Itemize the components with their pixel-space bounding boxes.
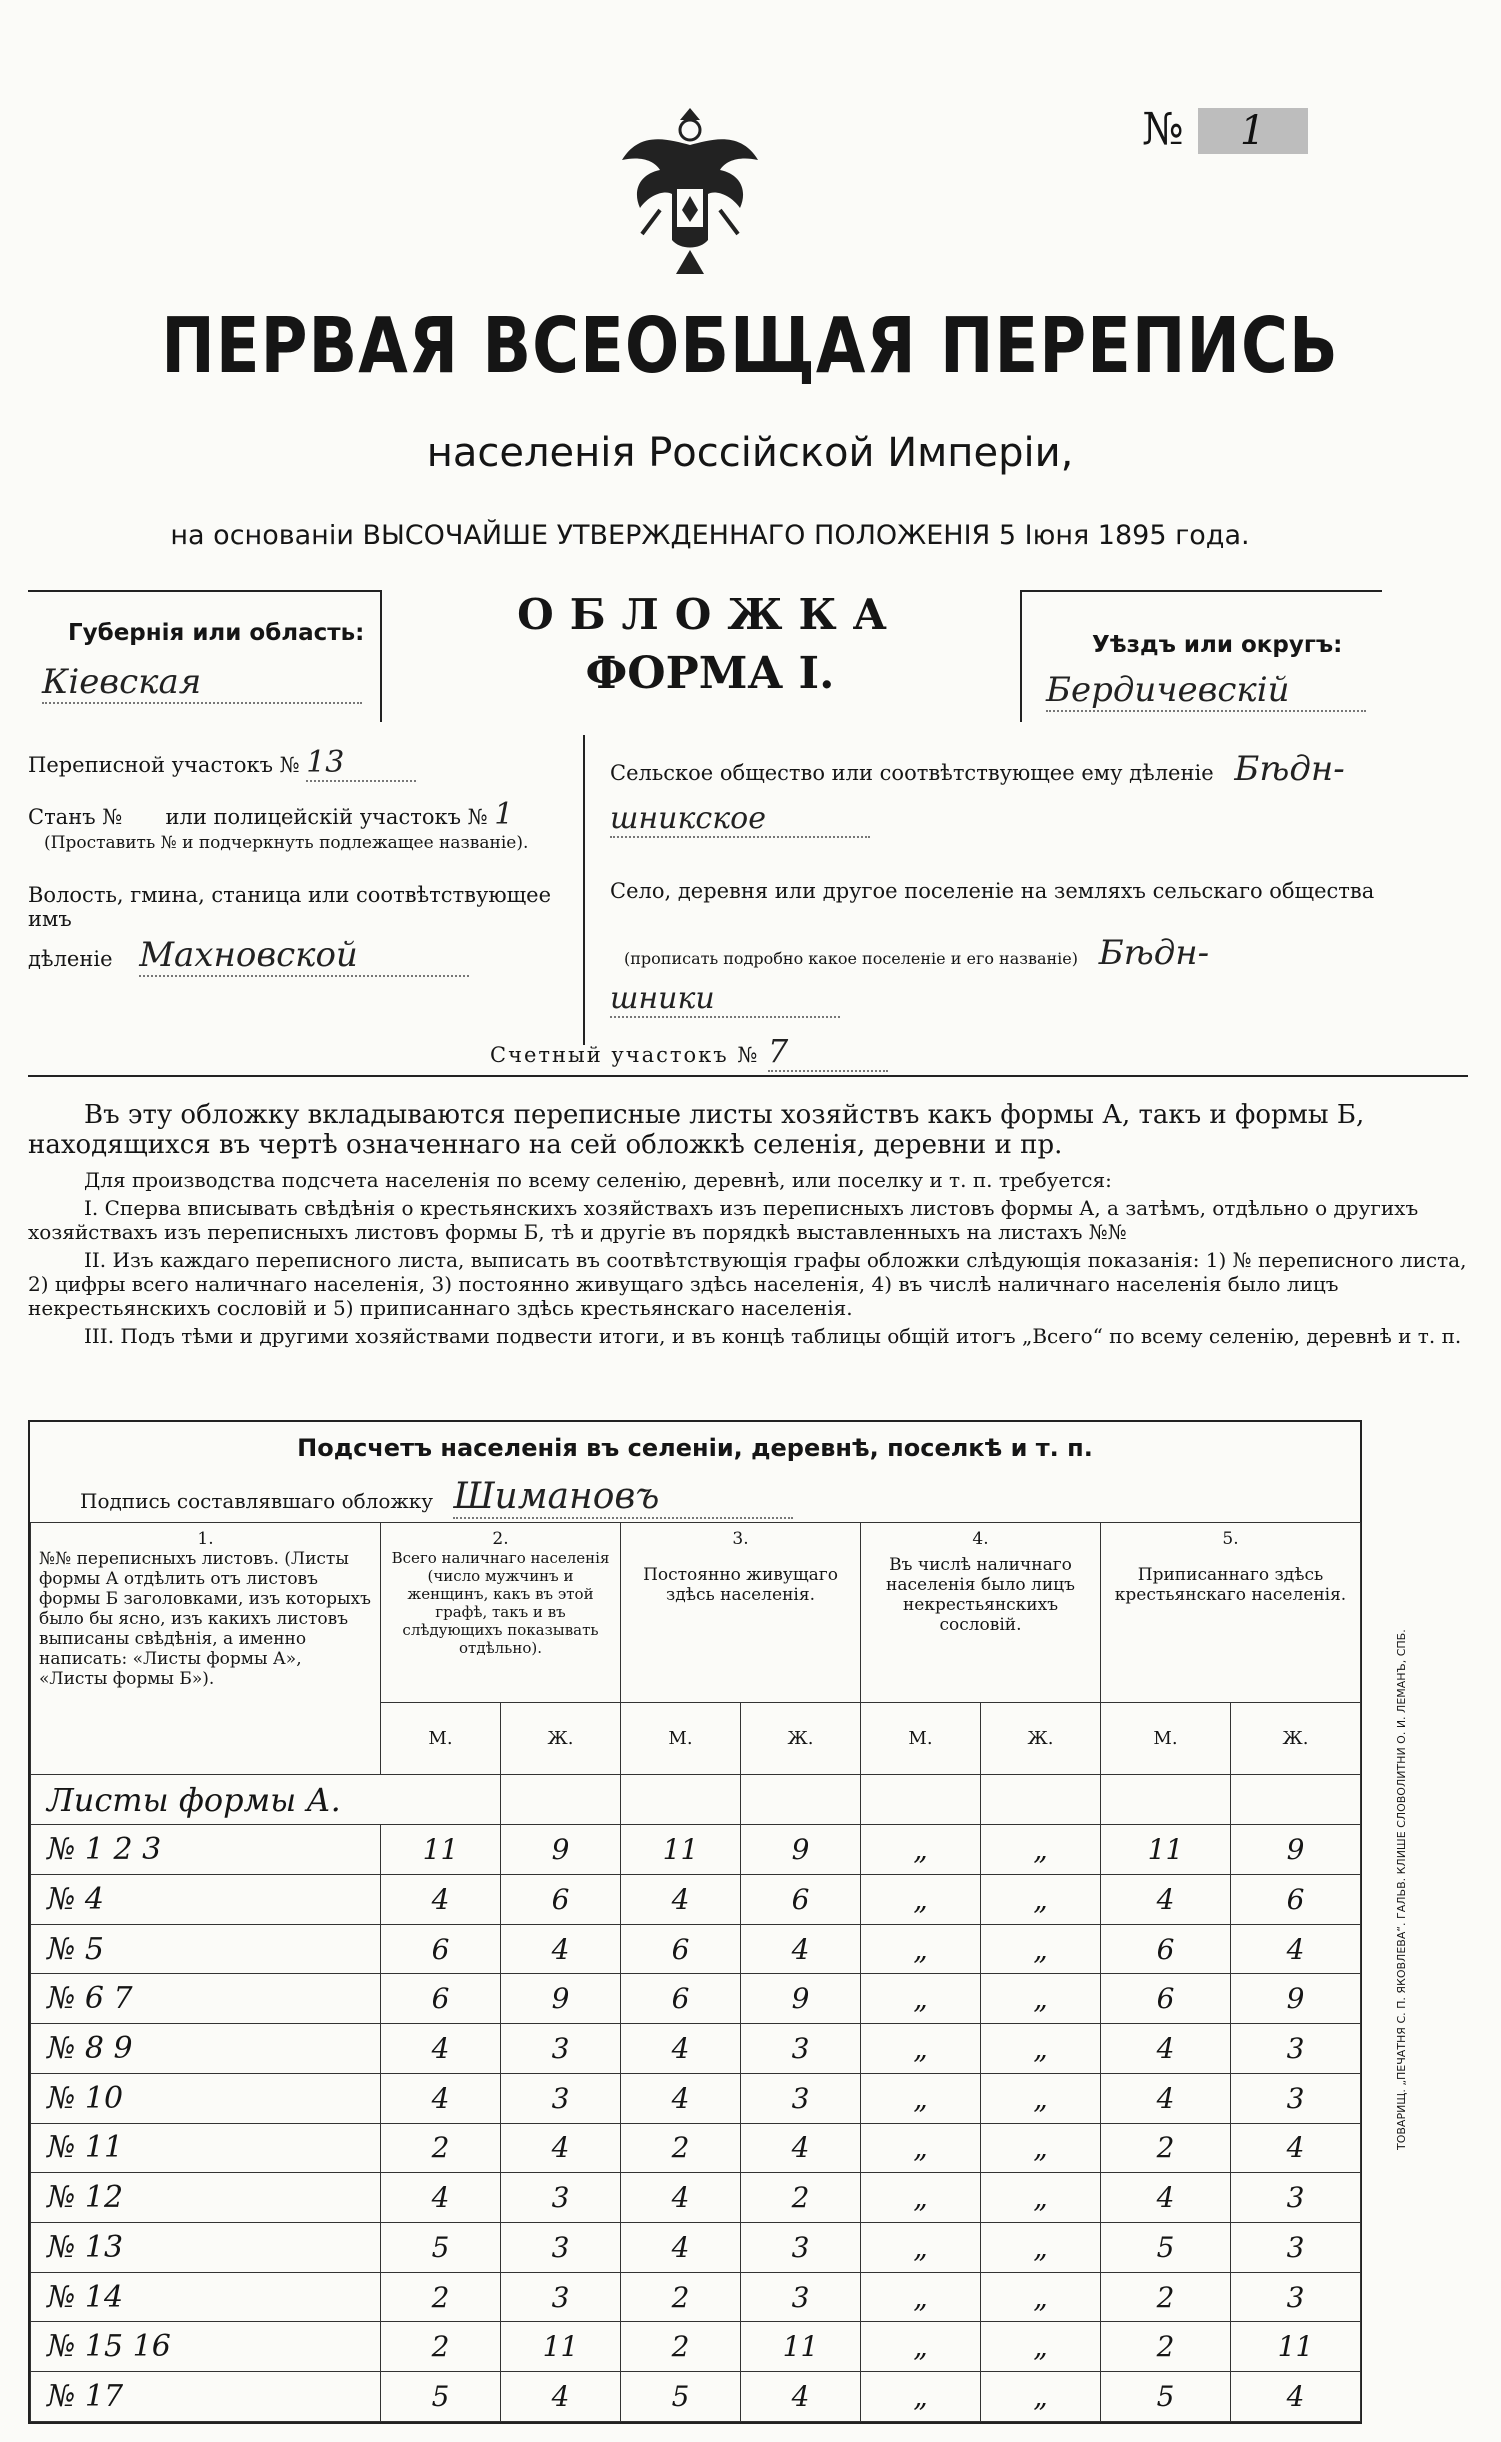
cell-c4z: „	[981, 2123, 1101, 2173]
cell-c4m: „	[861, 2272, 981, 2322]
cell-c3m: 5	[621, 2372, 741, 2422]
sheet-number: № 10	[31, 2073, 381, 2123]
cell-c2m: 6	[381, 1974, 501, 2024]
cell-c4z: „	[981, 2222, 1101, 2272]
table-row	[31, 2123, 1361, 2173]
schetny-row	[490, 1032, 950, 1072]
cell-c2m: 2	[381, 2272, 501, 2322]
cell-c4z: „	[981, 2322, 1101, 2372]
number-value: 1	[1198, 108, 1308, 154]
table-row	[31, 1974, 1361, 2024]
volost-value: Махновской	[139, 935, 469, 977]
sheet-number: № 6 7	[31, 1974, 381, 2024]
col3-text: Постоянно живущаго здѣсь населенія.	[643, 1565, 838, 1605]
table-row	[31, 2372, 1361, 2422]
instruction-p3: I. Сперва вписывать свѣдѣнія о крестьянскихъ хозяйствахъ изъ переписныхъ листовъ формы А, а затѣмъ, отдѣльно о другихъ хозяйствахъ изъ переписныхъ листовъ формы Б, тѣ и другіе въ порядкѣ выставленныхъ на листахъ №№	[28, 1196, 1419, 1244]
cell-c2m: 4	[381, 1874, 501, 1924]
cell-c5m: 4	[1101, 2173, 1231, 2223]
col5-text: Приписаннаго здѣсь крестьянскаго населенія.	[1114, 1565, 1347, 1605]
cell-c2z: 9	[501, 1974, 621, 2024]
cell-c5m: 4	[1101, 2073, 1231, 2123]
instruction-p4: II. Изъ каждаго переписного листа, выписать въ соотвѣтствующія графы обложки слѣдующія показанія: 1) № переписного листа, 2) цифры всего наличнаго населенія, 3) постоянно живущаго здѣсь населенія, 4) въ числѣ наличнаго населенія было лицъ некрестьянскихъ сословій и 5) приписаннаго здѣсь крестьянскаго населенія.	[28, 1248, 1467, 1320]
cell-c4z: „	[981, 1825, 1101, 1875]
cell-c5z: 3	[1231, 2073, 1361, 2123]
cell-c5m: 11	[1101, 1825, 1231, 1875]
col4-header: 4. Въ числѣ наличнаго населенія было лицъ некрестьянскихъ сословій.	[861, 1523, 1101, 1703]
delenie-row	[28, 935, 568, 977]
col2-m: М.	[381, 1702, 501, 1775]
stan-value: 1	[494, 797, 514, 832]
cell-c5z: 3	[1231, 2272, 1361, 2322]
cell-c2m: 6	[381, 1924, 501, 1974]
cell-c5m: 6	[1101, 1924, 1231, 1974]
cell-c3z: 2	[741, 2173, 861, 2223]
cell-c2z: 4	[501, 2123, 621, 2173]
cell-c4z: „	[981, 2173, 1101, 2223]
cell-c2m: 2	[381, 2322, 501, 2372]
col5-zh: Ж.	[1231, 1702, 1361, 1775]
cell-c4m: „	[861, 2024, 981, 2074]
cell-c5m: 2	[1101, 2272, 1231, 2322]
selo-value-1: Бѣдн-	[1098, 933, 1210, 973]
cell-c3m: 6	[621, 1924, 741, 1974]
gubernia-value: Кіевская	[42, 662, 362, 704]
sheet-number: № 11	[31, 2123, 381, 2173]
cell-c3z: 3	[741, 2073, 861, 2123]
cell-c2z: 3	[501, 2222, 621, 2272]
page-subtitle: населенія Россійской Имперіи,	[426, 430, 1074, 476]
table-row	[31, 2173, 1361, 2223]
cell-c5z: 3	[1231, 2173, 1361, 2223]
cell-c3z: 4	[741, 1924, 861, 1974]
col3-zh: Ж.	[741, 1702, 861, 1775]
cell-c4m: „	[861, 2372, 981, 2422]
col5-header: 5. Приписаннаго здѣсь крестьянскаго населенія.	[1101, 1523, 1361, 1703]
table-grid-wrap	[30, 1522, 1360, 2422]
cover-title: ОБЛОЖКА	[517, 590, 903, 639]
cell-c5m: 4	[1101, 2024, 1231, 2074]
sheet-number: № 8 9	[31, 2024, 381, 2074]
left-fields	[28, 735, 585, 1045]
table-row	[31, 2272, 1361, 2322]
cell-c3m: 4	[621, 2073, 741, 2123]
cell-c2z: 6	[501, 1874, 621, 1924]
cell-c5m: 5	[1101, 2222, 1231, 2272]
basis-line: на основаніи ВЫСОЧАЙШЕ УТВЕРЖДЕННАГО ПОЛОЖЕНІЯ 5 Іюня 1895 года.	[170, 520, 1250, 551]
volost-label: Волость, гмина, станица или соотвѣтствующее имъ	[28, 883, 552, 931]
sheet-number: № 4	[31, 1874, 381, 1924]
cell-c5m: 2	[1101, 2322, 1231, 2372]
schetny-divider	[28, 1075, 1468, 1077]
col1-text: №№ переписныхъ листовъ. (Листы формы А отдѣлить отъ листовъ формы Б заголовками, изъ которыхъ было бы ясно, изъ какихъ листовъ выписаны свѣдѣнія, а именно написать: «Листы формы А», «Листы формы Б»).	[39, 1549, 371, 1689]
number-label: №	[1142, 104, 1184, 155]
table-row	[31, 1874, 1361, 1924]
obshchestvo-row	[610, 749, 1490, 789]
cell-c2z: 3	[501, 2272, 621, 2322]
stan-label: Станъ №	[28, 805, 123, 829]
cell-c4z: „	[981, 1874, 1101, 1924]
obshchestvo-value-2: шникское	[610, 801, 870, 838]
uchastok-row	[28, 745, 548, 782]
col4-m: М.	[861, 1702, 981, 1775]
stan-row	[28, 797, 588, 832]
cell-c2z: 4	[501, 1924, 621, 1974]
cell-c4z: „	[981, 1924, 1101, 1974]
cell-c5z: 11	[1231, 2322, 1361, 2372]
imperial-eagle-crest-icon	[610, 90, 770, 294]
cell-c5z: 4	[1231, 1924, 1361, 1974]
cell-c5z: 9	[1231, 1974, 1361, 2024]
cell-c4m: „	[861, 2123, 981, 2173]
col4-zh: Ж.	[981, 1702, 1101, 1775]
cell-c4z: „	[981, 1974, 1101, 2024]
cell-c2z: 9	[501, 1825, 621, 1875]
section-row	[31, 1775, 1361, 1825]
cell-c3z: 4	[741, 2372, 861, 2422]
instruction-p2: Для производства подсчета населенія по всему селенію, деревнѣ, или поселку и т. п. требуется:	[84, 1168, 1112, 1192]
table-row	[31, 1924, 1361, 1974]
cell-c4m: „	[861, 2222, 981, 2272]
col3-header: 3. Постоянно живущаго здѣсь населенія.	[621, 1523, 861, 1703]
cell-c5z: 6	[1231, 1874, 1361, 1924]
uchastok-label: Переписной участокъ №	[28, 753, 300, 777]
col2-text: Всего наличнаго населенія (число мужчинъ и женщинъ, какъ въ этой графѣ, такъ и въ слѣдующихъ показывать отдѣльно).	[391, 1549, 610, 1657]
cell-c4z: „	[981, 2272, 1101, 2322]
cell-c5m: 4	[1101, 1874, 1231, 1924]
cell-c4z: „	[981, 2024, 1101, 2074]
uezd-label: Уѣздъ или округъ:	[1092, 632, 1343, 658]
cell-c4m: „	[861, 1874, 981, 1924]
cell-c3z: 9	[741, 1974, 861, 2024]
cell-c5z: 4	[1231, 2123, 1361, 2173]
cell-c2m: 5	[381, 2222, 501, 2272]
cell-c4m: „	[861, 2073, 981, 2123]
col1-header: 1. №№ переписныхъ листовъ. (Листы формы А отдѣлить отъ листовъ формы Б заголовками, изъ которыхъ было бы ясно, изъ какихъ листовъ выписаны свѣдѣнія, а именно написать: «Листы формы А», «Листы формы Б»).	[31, 1523, 381, 1775]
signature-label: Подпись составлявшаго обложку	[80, 1489, 434, 1513]
cell-c2z: 11	[501, 2322, 621, 2372]
table-row	[31, 2073, 1361, 2123]
uezd-box	[1020, 590, 1382, 722]
table-row	[31, 1825, 1361, 1875]
table-row	[31, 2322, 1361, 2372]
table-row	[31, 2024, 1361, 2074]
cell-c3z: 6	[741, 1874, 861, 1924]
table-title: Подсчетъ населенія въ селеніи, деревнѣ, поселкѣ и т. п.	[297, 1434, 1093, 1462]
cell-c4m: „	[861, 1924, 981, 1974]
cell-c3z: 9	[741, 1825, 861, 1875]
cell-c3m: 2	[621, 2123, 741, 2173]
sheet-number: № 12	[31, 2173, 381, 2223]
delenie-label: дѣленіе	[28, 947, 113, 971]
cell-c5z: 9	[1231, 1825, 1361, 1875]
cell-c5z: 3	[1231, 2222, 1361, 2272]
side-imprint: ТОВАРИЩ. „ПЕЧАТНЯ С. П. ЯКОВЛЕВА“. ГАЛЬВ. КЛИШЕ СЛОВОЛИТНИ О. И. ЛЕМАНЪ, СПБ.	[1395, 1629, 1408, 2150]
cell-c5m: 2	[1101, 2123, 1231, 2173]
instructions	[28, 1100, 1468, 1348]
gubernia-label: Губернія или область:	[68, 620, 365, 646]
instruction-p5: III. Подъ тѣми и другими хозяйствами подвести итоги, и въ концѣ таблицы общій итогъ „Всего“ по всему селенію, деревнѣ и т. п.	[84, 1324, 1462, 1348]
cell-c2m: 11	[381, 1825, 501, 1875]
selo-label: Село, деревня или другое поселеніе на земляхъ сельскаго общества	[610, 879, 1375, 903]
cell-c3z: 3	[741, 2222, 861, 2272]
obshchestvo-value-1: Бѣдн-	[1234, 749, 1345, 789]
schetny-value: 7	[768, 1032, 888, 1072]
cell-c2z: 4	[501, 2372, 621, 2422]
col5-m: М.	[1101, 1702, 1231, 1775]
cell-c5m: 5	[1101, 2372, 1231, 2422]
sheet-number: № 14	[31, 2272, 381, 2322]
uchastok-value: 13	[306, 745, 416, 782]
right-fields	[610, 735, 1490, 1035]
count-table	[28, 1420, 1362, 2424]
cell-c4m: „	[861, 2322, 981, 2372]
signature-row	[80, 1476, 1080, 1519]
sheet-number: № 1 2 3	[31, 1825, 381, 1875]
cover-form: ФОРМА I.	[585, 648, 835, 699]
table-row	[31, 2222, 1361, 2272]
cell-c3z: 11	[741, 2322, 861, 2372]
cell-c2m: 4	[381, 2073, 501, 2123]
cell-c2m: 4	[381, 2173, 501, 2223]
selo-note: (прописать подробно какое поселеніе и его названіе)	[624, 949, 1079, 968]
cell-c4m: „	[861, 1825, 981, 1875]
instruction-p1: Въ эту обложку вкладываются переписные листы хозяйствъ какъ формы А, такъ и формы Б, находящихся въ чертѣ означеннаго на сей обложкѣ селенія, деревни и пр.	[28, 1100, 1365, 1160]
sheet-number: № 5	[31, 1924, 381, 1974]
cell-c3z: 4	[741, 2123, 861, 2173]
cell-c3m: 6	[621, 1974, 741, 2024]
cell-c3z: 3	[741, 2024, 861, 2074]
col2-header: 2. Всего наличнаго населенія (число мужчинъ и женщинъ, какъ въ этой графѣ, такъ и въ слѣдующихъ показывать отдѣльно).	[381, 1523, 621, 1703]
uezd-value: Бердичевскій	[1046, 670, 1366, 712]
cell-c3m: 4	[621, 2024, 741, 2074]
cell-c2z: 3	[501, 2073, 621, 2123]
table-grid	[30, 1522, 1361, 2422]
sheet-number: № 17	[31, 2372, 381, 2422]
col3-m: М.	[621, 1702, 741, 1775]
gubernia-box	[28, 590, 382, 722]
cell-c3m: 2	[621, 2322, 741, 2372]
cell-c5z: 3	[1231, 2024, 1361, 2074]
table-body	[31, 1775, 1361, 2422]
selo-value-2: шники	[610, 981, 840, 1018]
cell-c2m: 2	[381, 2123, 501, 2173]
schetny-label: Счетный участокъ №	[490, 1043, 760, 1067]
cell-c3m: 4	[621, 2222, 741, 2272]
col4-text: Въ числѣ наличнаго населенія было лицъ некрестьянскихъ сословій.	[886, 1555, 1075, 1635]
obshchestvo-label: Сельское общество или соотвѣтствующее ему дѣленіе	[610, 761, 1214, 785]
selo-row	[624, 933, 1484, 973]
cell-c3z: 3	[741, 2272, 861, 2322]
cell-c3m: 11	[621, 1825, 741, 1875]
sheet-number: № 15 16	[31, 2322, 381, 2372]
cell-c5m: 6	[1101, 1974, 1231, 2024]
sheet-number: № 13	[31, 2222, 381, 2272]
cell-c4z: „	[981, 2073, 1101, 2123]
page-title: ПЕРВАЯ ВСЕОБЩАЯ ПЕРЕПИСЬ	[161, 302, 1339, 392]
cell-c3m: 4	[621, 2173, 741, 2223]
section-label: Листы формы А.	[31, 1775, 501, 1825]
cell-c3m: 2	[621, 2272, 741, 2322]
signature-value: Шимановъ	[453, 1476, 793, 1519]
cell-c2m: 4	[381, 2024, 501, 2074]
cell-c3m: 4	[621, 1874, 741, 1924]
col2-zh: Ж.	[501, 1702, 621, 1775]
stan-mid: или полицейскій участокъ №	[165, 805, 488, 829]
cell-c2m: 5	[381, 2372, 501, 2422]
cell-c4m: „	[861, 1974, 981, 2024]
cell-c4m: „	[861, 2173, 981, 2223]
stan-note: (Проставить № и подчеркнуть подлежащее названіе).	[44, 833, 529, 853]
cell-c2z: 3	[501, 2024, 621, 2074]
document-number	[1142, 104, 1322, 154]
cell-c4z: „	[981, 2372, 1101, 2422]
header-row	[31, 1523, 1361, 1703]
cell-c5z: 4	[1231, 2372, 1361, 2422]
cell-c2z: 3	[501, 2173, 621, 2223]
